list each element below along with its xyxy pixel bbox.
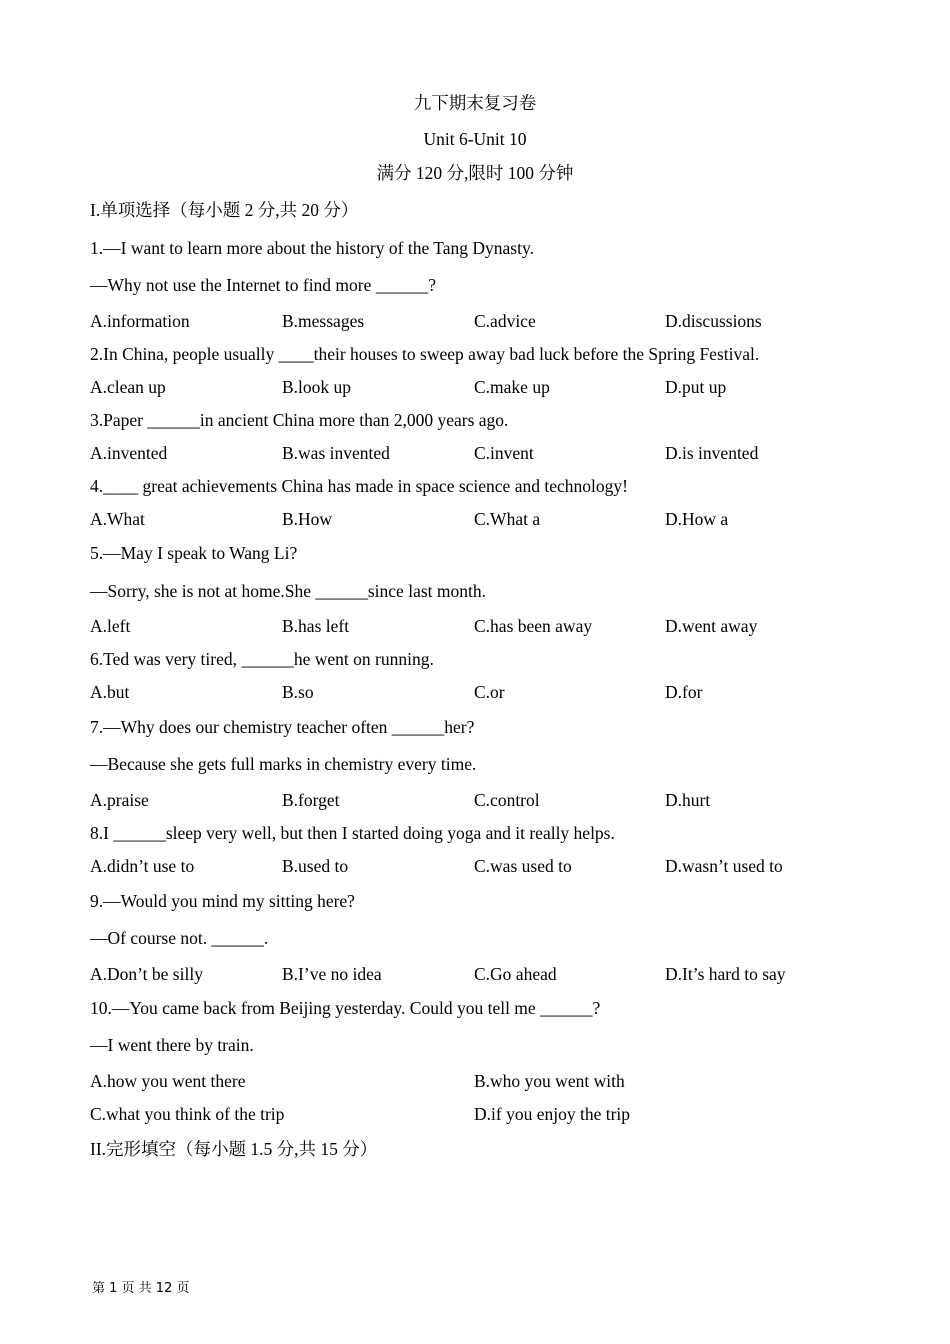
page-title: 九下期末复习卷 — [413, 93, 537, 113]
option-a: A.clean up — [90, 377, 166, 397]
option-a: A.invented — [90, 443, 168, 463]
option-c: C.What a — [474, 509, 541, 529]
option-a: A.how you went there — [90, 1071, 246, 1091]
option-d: D.wasn’t used to — [665, 856, 783, 876]
option-b: B.I’ve no idea — [282, 964, 382, 984]
section-heading: I.单项选择（每小题 2 分,共 20 分） — [90, 200, 359, 220]
question-text: 8.I ______sleep very well, but then I started doing yoga and it really helps. — [90, 823, 615, 843]
option-a: A.left — [90, 616, 131, 636]
option-b: B.forget — [282, 790, 340, 810]
question-text: —Because she gets full marks in chemistry every time. — [90, 754, 477, 774]
option-c: C.advice — [474, 311, 536, 331]
option-d: D.put up — [665, 377, 727, 397]
option-d: D.It’s hard to say — [665, 964, 786, 984]
option-a: A.Don’t be silly — [90, 964, 203, 984]
question-text: 9.—Would you mind my sitting here? — [90, 891, 355, 911]
option-c: C.or — [474, 682, 505, 702]
option-c: C.was used to — [474, 856, 572, 876]
question-text: 10.—You came back from Beijing yesterday. Could you tell me ______? — [90, 998, 601, 1018]
option-b: B.so — [282, 682, 314, 702]
option-c: C.what you think of the trip — [90, 1104, 285, 1124]
section-heading: II.完形填空（每小题 1.5 分,共 15 分） — [90, 1139, 378, 1159]
option-a: A.praise — [90, 790, 149, 810]
question-text: 2.In China, people usually ____their houses to sweep away bad luck before the Spring Festival. — [90, 344, 760, 364]
option-d: D.for — [665, 682, 703, 702]
option-c: C.Go ahead — [474, 964, 557, 984]
option-a: A.didn’t use to — [90, 856, 195, 876]
question-text: —Of course not. ______. — [90, 928, 269, 948]
option-b: B.has left — [282, 616, 350, 636]
question-text: 1.—I want to learn more about the history of the Tang Dynasty. — [90, 238, 534, 258]
option-d: D.went away — [665, 616, 758, 636]
question-text: 3.Paper ______in ancient China more than 2,000 years ago. — [90, 410, 509, 430]
option-b: B.who you went with — [474, 1071, 625, 1091]
question-text: 4.____ great achievements China has made in space science and technology! — [90, 476, 628, 496]
option-c: C.has been away — [474, 616, 593, 636]
option-b: B.messages — [282, 311, 365, 331]
option-d: D.hurt — [665, 790, 711, 810]
option-d: D.is invented — [665, 443, 759, 463]
option-b: B.How — [282, 509, 333, 529]
score-time-info: 满分 120 分,限时 100 分钟 — [376, 163, 574, 183]
option-a: A.but — [90, 682, 130, 702]
question-text: —Why not use the Internet to find more ______? — [90, 275, 437, 295]
question-text: 7.—Why does our chemistry teacher often ______her? — [90, 717, 475, 737]
page-subtitle: Unit 6-Unit 10 — [423, 129, 527, 149]
question-text: 5.—May I speak to Wang Li? — [90, 543, 298, 563]
option-c: C.make up — [474, 377, 550, 397]
option-d: D.discussions — [665, 311, 762, 331]
question-text: 6.Ted was very tired, ______he went on running. — [90, 649, 434, 669]
page-number-footer: 第 1 页 共 12 页 — [92, 1281, 190, 1296]
option-b: B.look up — [282, 377, 352, 397]
option-d: D.How a — [665, 509, 729, 529]
option-c: C.control — [474, 790, 540, 810]
question-text: —Sorry, she is not at home.She ______since last month. — [90, 581, 486, 601]
option-c: C.invent — [474, 443, 534, 463]
option-b: B.was invented — [282, 443, 390, 463]
option-a: A.What — [90, 509, 145, 529]
option-a: A.information — [90, 311, 190, 331]
option-d: D.if you enjoy the trip — [474, 1104, 631, 1124]
option-b: B.used to — [282, 856, 349, 876]
question-text: —I went there by train. — [90, 1035, 254, 1055]
